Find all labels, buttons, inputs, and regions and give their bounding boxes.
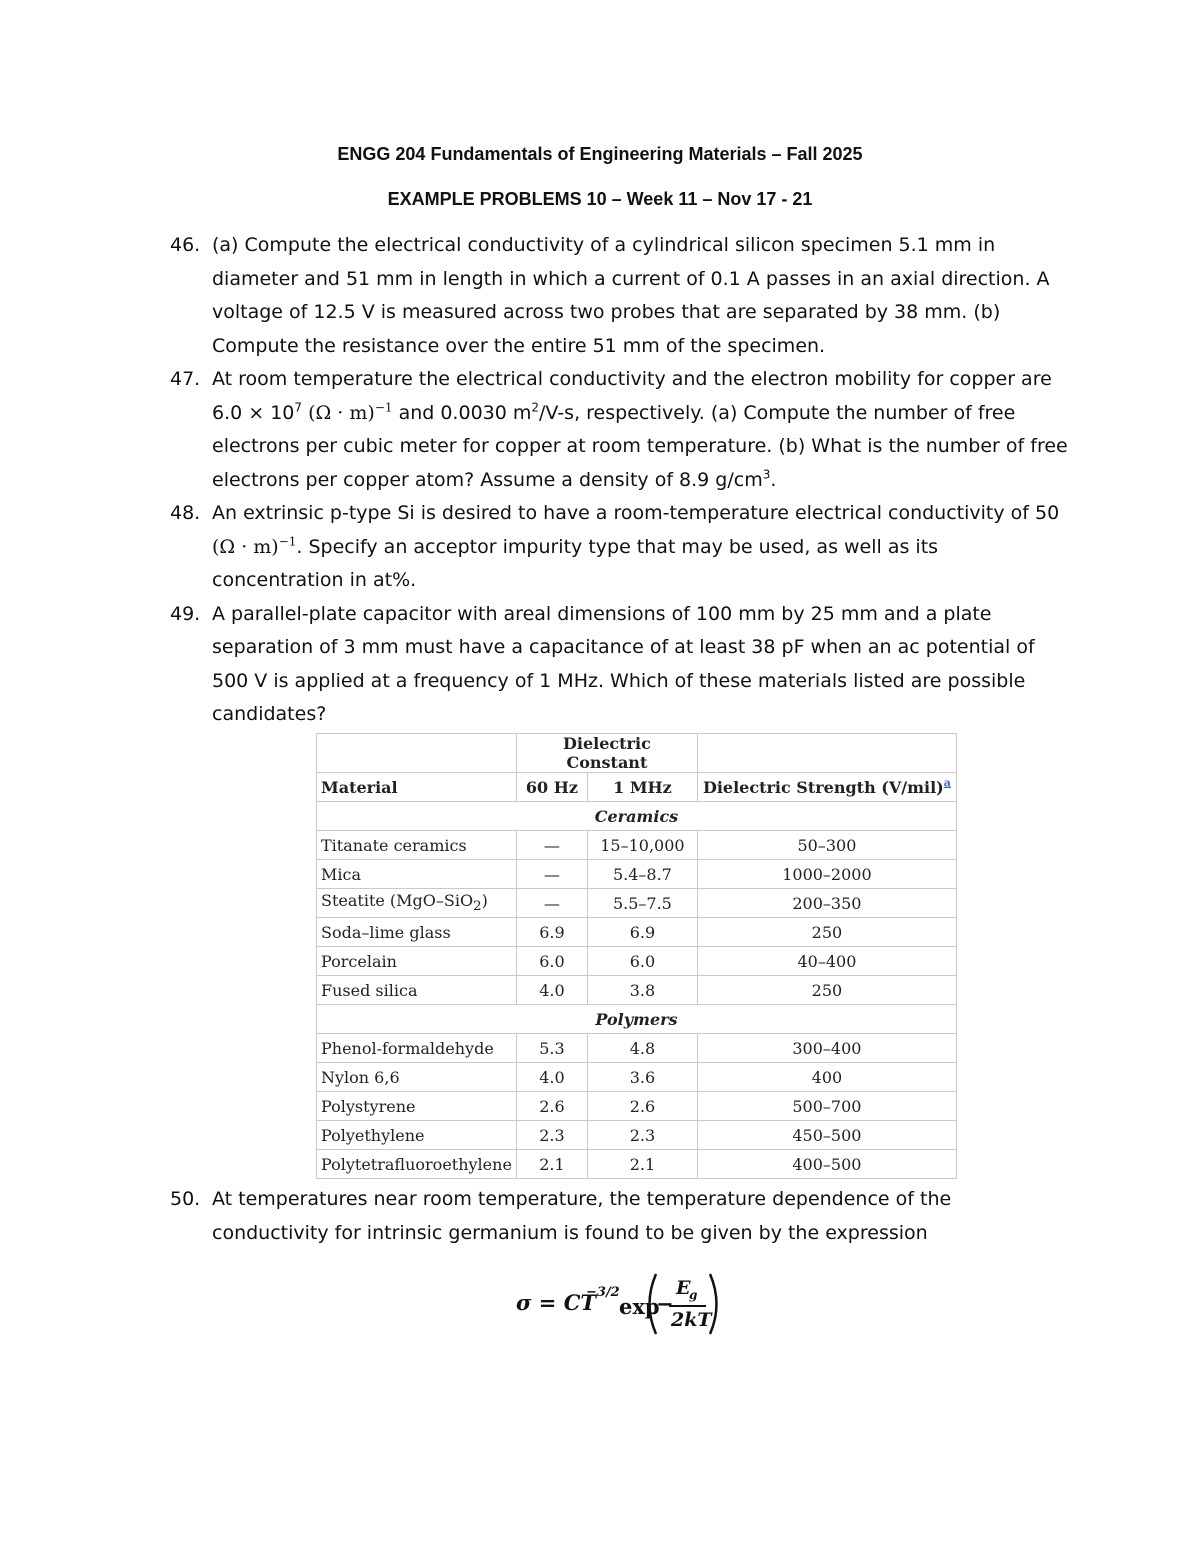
cell-material: Porcelain [317, 947, 517, 976]
cell-material: Phenol-formaldehyde [317, 1034, 517, 1063]
cell-1mhz: 3.8 [587, 976, 697, 1005]
formula-lhs: σ = CT [516, 1290, 597, 1315]
cell-60hz: 2.1 [516, 1150, 587, 1179]
cell-1mhz: 5.4–8.7 [587, 860, 697, 889]
cell-1mhz: 6.9 [587, 918, 697, 947]
problem-item-47 [170, 363, 1070, 497]
material-name: Steatite (MgO–SiO [321, 891, 474, 911]
column-header: 60 Hz [516, 773, 587, 802]
table-row [317, 976, 957, 1005]
table-row [317, 831, 957, 860]
column-header-label: Dielectric Strength (V/mil) [702, 777, 944, 797]
cell-strength: 250 [697, 976, 956, 1005]
table-row [317, 1150, 957, 1179]
cell-strength: 40–400 [697, 947, 956, 976]
subscript: 2 [473, 899, 482, 915]
problem-set-title: EXAMPLE PROBLEMS 10 – Week 11 – Nov 17 - 21 [387, 189, 813, 209]
cell-1mhz: 2.1 [587, 1150, 697, 1179]
cell-1mhz: 5.5–7.5 [587, 889, 697, 918]
cell-1mhz: 6.0 [587, 947, 697, 976]
problem-text: A parallel-plate capacitor with areal dimensions of 100 mm by 25 mm and a plate separation of 3 mm must have a capacitance of at least 38 pF when an ac potential of 500 V is applied at a frequency of 1 MHz. Which of these materials listed are possible candidates? [212, 602, 1035, 725]
table-row [317, 918, 957, 947]
problem-number: 48. [170, 502, 201, 524]
cell-material [317, 889, 517, 918]
unit-ohm-m: (Ω · m) [308, 401, 375, 424]
dielectric-table-wrapper [316, 733, 957, 1179]
cell-60hz: — [516, 831, 587, 860]
cell-1mhz: 15–10,000 [587, 831, 697, 860]
formula-numerator-sub: g [689, 1288, 698, 1302]
cell-60hz: 5.3 [516, 1034, 587, 1063]
problem-text: . Specify an acceptor impurity type that may be used, as well as its concentration in at%. [212, 535, 939, 591]
formula-exponent: −3/2 [586, 1285, 620, 1300]
problem-number: 47. [170, 368, 201, 390]
cell-60hz: — [516, 860, 587, 889]
problem-list-continued [170, 1183, 1070, 1250]
cell-material: Nylon 6,6 [317, 1063, 517, 1092]
course-title: ENGG 204 Fundamentals of Engineering Materials – Fall 2025 [337, 144, 863, 164]
footnote-link[interactable]: a [943, 776, 951, 790]
cell-material: Mica [317, 860, 517, 889]
problem-text: At room temperature the electrical conductivity and the electron mobility for copper are 6.0 × 10 [212, 368, 1052, 424]
table-row [317, 1121, 957, 1150]
section-title: Polymers [317, 1005, 957, 1034]
cell-strength: 500–700 [697, 1092, 956, 1121]
cell-strength: 450–500 [697, 1121, 956, 1150]
cell-60hz: — [516, 889, 587, 918]
cell-material: Soda–lime glass [317, 918, 517, 947]
cell-strength: 300–400 [697, 1034, 956, 1063]
column-header: Material [317, 773, 517, 802]
material-name-end: ) [481, 891, 488, 911]
formula-denominator: 2kT [671, 1309, 712, 1331]
cell-60hz: 4.0 [516, 1063, 587, 1092]
problem-item-49 [170, 598, 1070, 732]
column-header: 1 MHz [587, 773, 697, 802]
section-row [317, 1005, 957, 1034]
superscript: −1 [374, 400, 393, 415]
column-header [697, 773, 956, 802]
cell-1mhz: 4.8 [587, 1034, 697, 1063]
table-row [317, 1063, 957, 1092]
group-header: Dielectric Constant [516, 734, 697, 773]
problem-text: /V-s, respectively. (a) Compute the number of free electrons per cubic meter for copper at room temperature. (b) What is the number of free electrons per copper atom? Assume a density of 8.9 g/cm [212, 401, 1068, 491]
table-header-row [317, 734, 957, 773]
table-row [317, 889, 957, 918]
problem-item-50 [170, 1183, 1070, 1250]
problem-item-46 [170, 229, 1070, 363]
table-header-row [317, 773, 957, 802]
cell-60hz: 2.6 [516, 1092, 587, 1121]
cell-60hz: 4.0 [516, 976, 587, 1005]
problem-list [170, 229, 1070, 732]
cell-strength: 1000–2000 [697, 860, 956, 889]
cell-strength: 200–350 [697, 889, 956, 918]
table-row [317, 860, 957, 889]
problem-text: . [770, 468, 777, 491]
superscript: 2 [531, 400, 540, 415]
cell-60hz: 2.3 [516, 1121, 587, 1150]
cell-strength: 250 [697, 918, 956, 947]
cell-material: Polystyrene [317, 1092, 517, 1121]
cell-strength: 400–500 [697, 1150, 956, 1179]
dielectric-properties-table [316, 733, 957, 1179]
cell-60hz: 6.0 [516, 947, 587, 976]
cell-material: Polyethylene [317, 1121, 517, 1150]
problem-text: An extrinsic p-type Si is desired to have a room-temperature electrical conductivity of 50 [212, 502, 1060, 524]
cell-1mhz: 2.3 [587, 1121, 697, 1150]
cell-material: Polytetrafluoroethylene [317, 1150, 517, 1179]
table-row [317, 1092, 957, 1121]
section-row [317, 802, 957, 831]
cell-1mhz: 3.6 [587, 1063, 697, 1092]
cell-60hz: 6.9 [516, 918, 587, 947]
problem-text: At temperatures near room temperature, the temperature dependence of the conductivity for intrinsic germanium is found to be given by the expression [212, 1188, 952, 1244]
problem-number: 50. [170, 1188, 201, 1210]
superscript: 7 [294, 400, 303, 415]
problem-number: 49. [170, 602, 201, 625]
table-row [317, 947, 957, 976]
section-title: Ceramics [317, 802, 957, 831]
problem-item-48 [170, 497, 1070, 598]
problem-text: and 0.0030 m [398, 401, 532, 424]
cell-material: Fused silica [317, 976, 517, 1005]
formula-minus: − [656, 1291, 674, 1316]
formula-numerator: E [676, 1277, 691, 1299]
problem-text: (a) Compute the electrical conductivity of a cylindrical silicon specimen 5.1 mm in diameter and 51 mm in length in which a current of 0.1 A passes in an axial direction. A voltage of 12.5 V is measured across two probes that are separated by 38 mm. (b) Compute the resistance over the entire 51 mm of the specimen. [212, 234, 1050, 357]
cell-strength: 400 [697, 1063, 956, 1092]
problem-number: 46. [170, 234, 201, 256]
cell-1mhz: 2.6 [587, 1092, 697, 1121]
formula-exp-fn: exp [619, 1294, 660, 1319]
conductivity-formula [516, 1268, 726, 1340]
superscript: 3 [762, 467, 771, 482]
cell-material: Titanate ceramics [317, 831, 517, 860]
cell-strength: 50–300 [697, 831, 956, 860]
unit-ohm-m: (Ω · m) [212, 535, 279, 558]
table-row [317, 1034, 957, 1063]
superscript: −1 [278, 534, 297, 549]
